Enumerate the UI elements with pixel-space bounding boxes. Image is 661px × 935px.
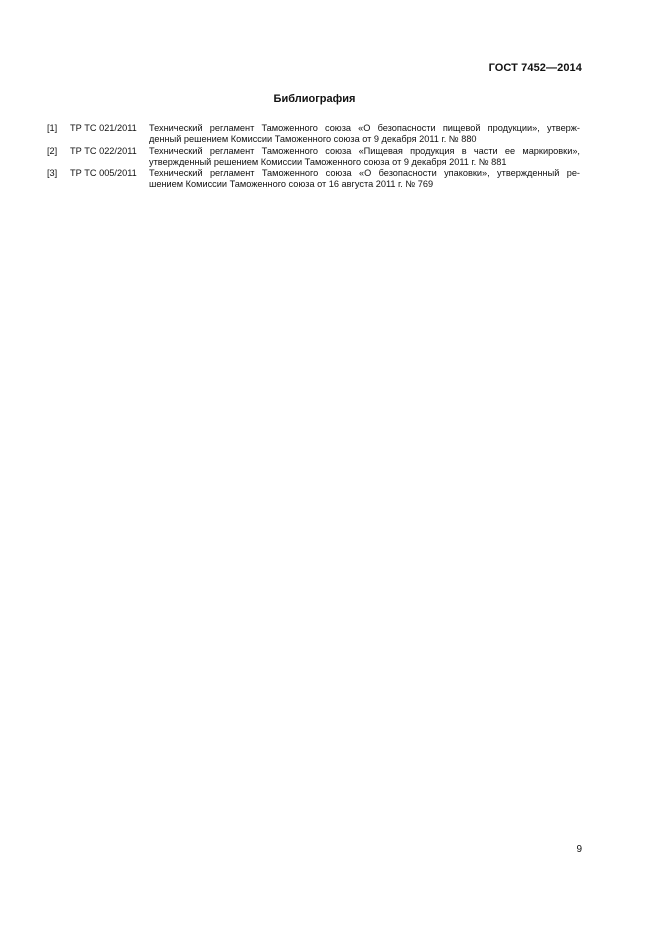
bibliography-entry [47,123,580,146]
entry-text-line: Технический регламент Таможенного союза «О безопасности пищевой продукции», утверж- [149,123,580,133]
entry-text [149,146,580,169]
entry-code: ТР ТС 005/2011 [70,168,137,179]
bibliography-list [47,123,580,191]
document-code: ГОСТ 7452—2014 [488,62,582,74]
entry-number: [2] [47,145,58,156]
bibliography-title: Библиография [273,93,356,105]
entry-text-line: Технический регламент Таможенного союза «О безопасности упаковки», утвержденный ре- [149,168,580,179]
entry-code: ТР ТС 021/2011 [70,123,137,133]
entry-text-line: денный решением Комиссии Таможенного союза от 9 декабря 2011 г. № 880 [149,134,477,145]
entry-number: [3] [47,168,58,179]
page-number: 9 [576,844,582,855]
entry-number: [1] [47,123,58,133]
entry-text-line: шением Комиссии Таможенного союза от 16 августа 2011 г. № 769 [149,179,434,190]
entry-code: ТР ТС 022/2011 [70,145,137,156]
entry-text-line: утвержденный решением Комиссии Таможенного союза от 9 декабря 2011 г. № 881 [149,156,507,167]
entry-text-line: Технический регламент Таможенного союза «Пищевая продукция в части ее маркировки», [149,145,580,156]
entry-text [149,123,580,146]
entry-text [149,168,580,191]
bibliography-entry [47,168,580,191]
bibliography-entry [47,146,580,169]
